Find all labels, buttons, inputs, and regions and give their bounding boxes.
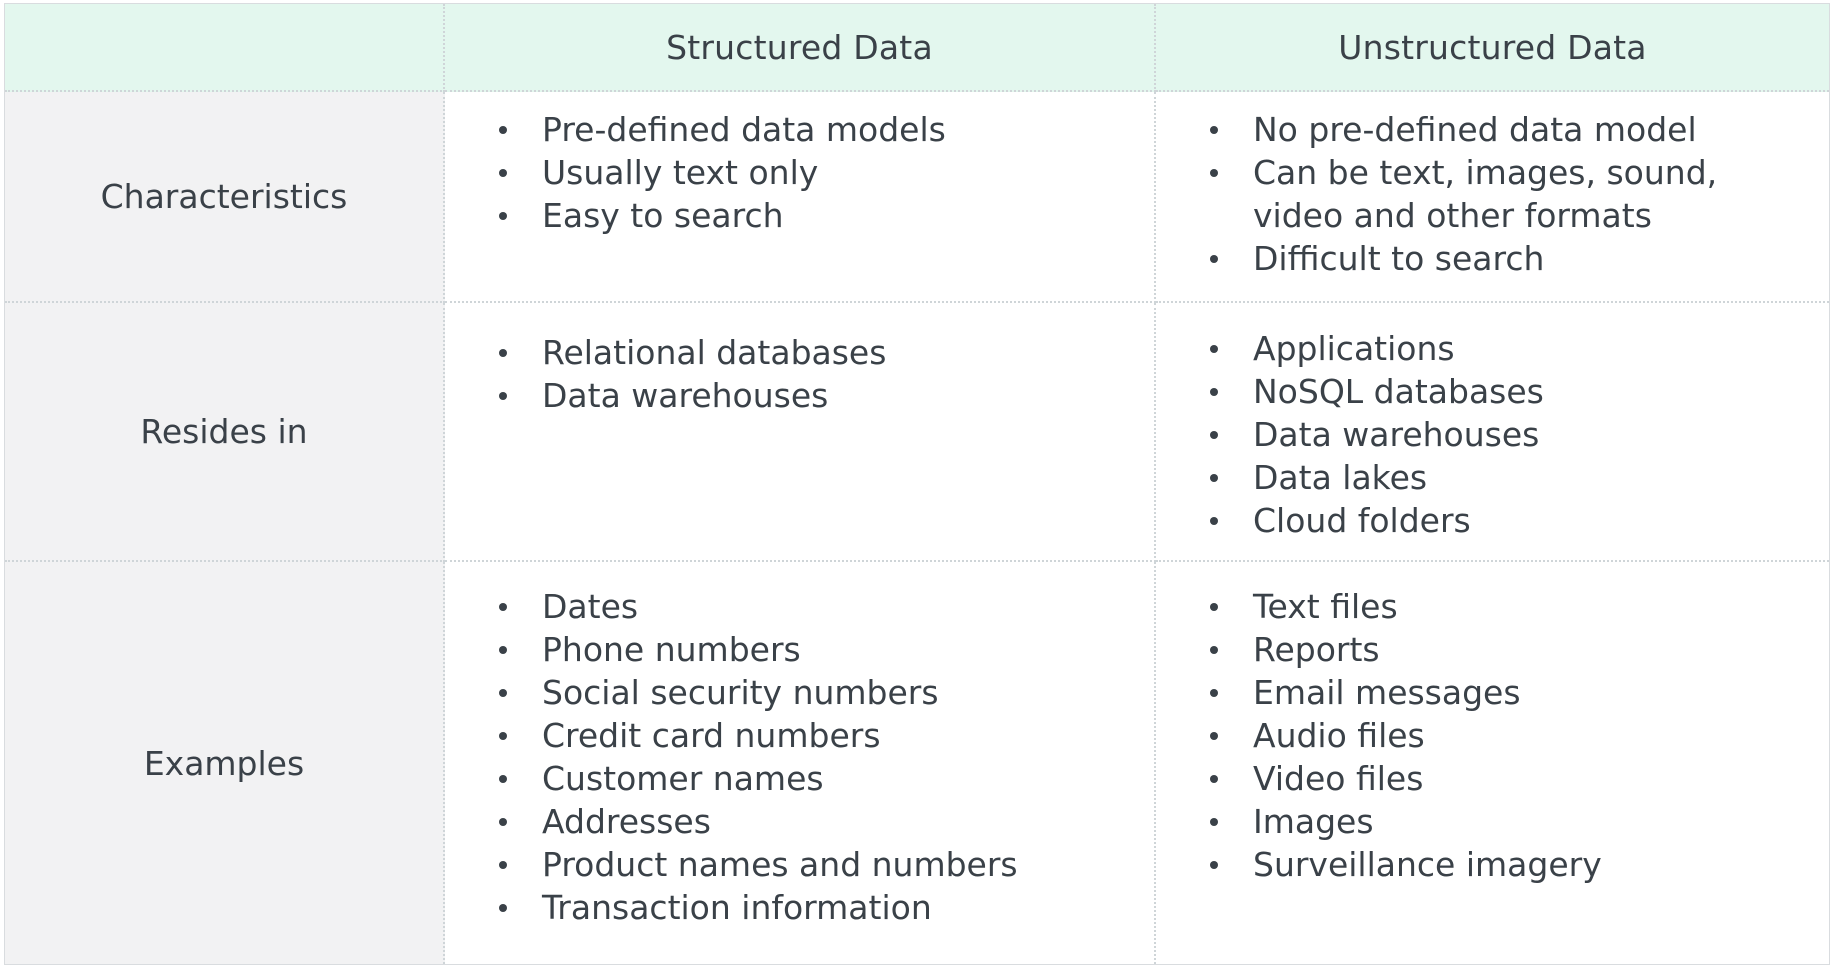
examples-unstructured-list — [1206, 585, 1809, 886]
row-label-examples — [5, 562, 445, 964]
row-label-text: Characteristics — [100, 177, 348, 216]
header-structured-data — [445, 4, 1156, 92]
list-item: Social security numbers — [495, 671, 1134, 714]
list-item: Reports — [1206, 628, 1809, 671]
characteristics-unstructured-cell — [1156, 92, 1829, 303]
list-item: No pre-defined data model — [1206, 108, 1769, 151]
list-item: Can be text, images, sound, video and other formats — [1206, 151, 1769, 237]
list-item: Images — [1206, 800, 1809, 843]
list-item: Text files — [1206, 585, 1809, 628]
list-item: Data warehouses — [1206, 413, 1809, 456]
resides-in-unstructured-list — [1206, 327, 1809, 542]
list-item: Data lakes — [1206, 456, 1809, 499]
characteristics-structured-list — [495, 108, 1134, 237]
header-unstructured-label: Unstructured Data — [1338, 27, 1647, 67]
comparison-table — [4, 3, 1830, 965]
list-item: Product names and numbers — [495, 843, 1134, 886]
row-label-text: Resides in — [140, 412, 308, 451]
list-item: Video files — [1206, 757, 1809, 800]
list-item: Pre-defined data models — [495, 108, 1134, 151]
header-unstructured-data — [1156, 4, 1829, 92]
resides-in-structured-list — [495, 331, 1134, 417]
list-item: Credit card numbers — [495, 714, 1134, 757]
list-item: Data warehouses — [495, 374, 1134, 417]
list-item: NoSQL databases — [1206, 370, 1809, 413]
list-item: Applications — [1206, 327, 1809, 370]
list-item: Email messages — [1206, 671, 1809, 714]
header-structured-label: Structured Data — [666, 27, 933, 67]
row-label-text: Examples — [143, 743, 305, 783]
resides-in-structured-cell — [445, 303, 1156, 562]
characteristics-unstructured-list — [1206, 108, 1769, 280]
list-item: Surveillance imagery — [1206, 843, 1809, 886]
list-item: Easy to search — [495, 194, 1134, 237]
list-item: Difficult to search — [1206, 237, 1769, 280]
resides-in-unstructured-cell — [1156, 303, 1829, 562]
list-item: Transaction information — [495, 886, 1134, 929]
examples-unstructured-cell — [1156, 562, 1829, 964]
list-item: Dates — [495, 585, 1134, 628]
list-item: Audio files — [1206, 714, 1809, 757]
list-item: Customer names — [495, 757, 1134, 800]
characteristics-structured-cell — [445, 92, 1156, 303]
examples-structured-list — [495, 585, 1134, 929]
row-label-characteristics — [5, 92, 445, 303]
header-corner-cell — [5, 4, 445, 92]
list-item: Relational databases — [495, 331, 1134, 374]
list-item: Addresses — [495, 800, 1134, 843]
list-item: Cloud folders — [1206, 499, 1809, 542]
row-label-resides-in — [5, 303, 445, 562]
list-item: Phone numbers — [495, 628, 1134, 671]
list-item: Usually text only — [495, 151, 1134, 194]
examples-structured-cell — [445, 562, 1156, 964]
